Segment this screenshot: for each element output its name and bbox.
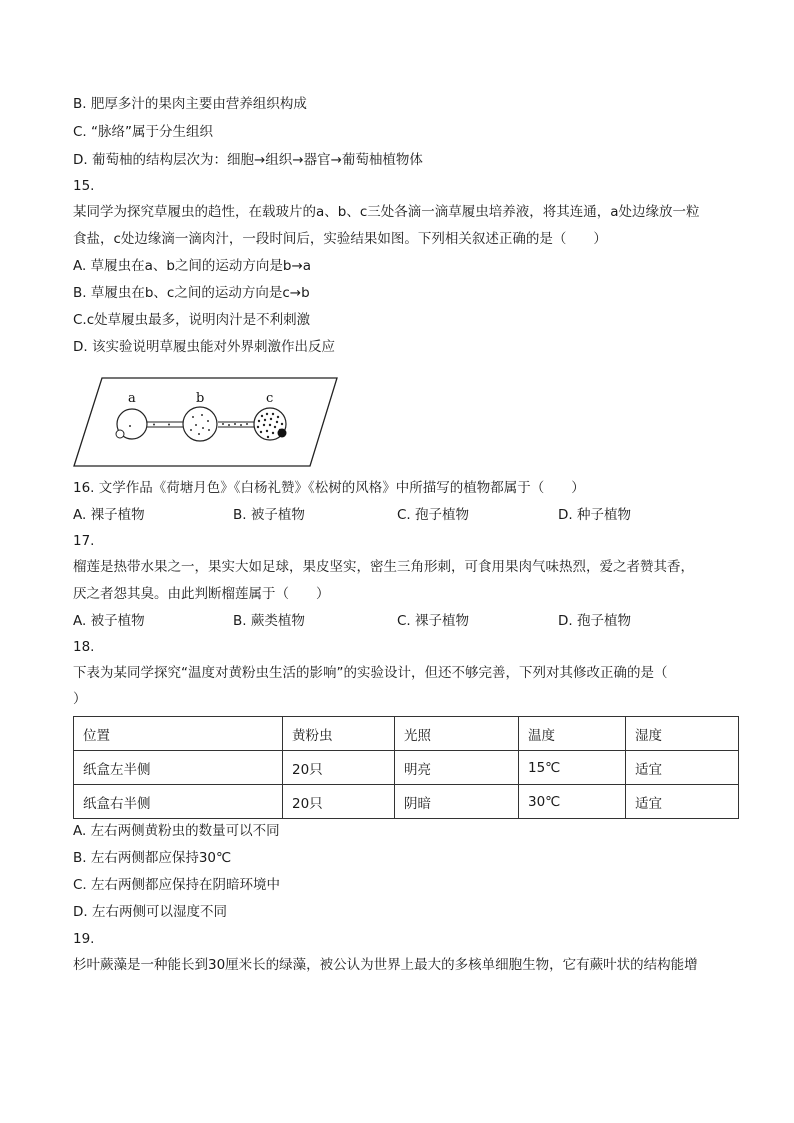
table-cell: 纸盒左半侧 [74, 751, 283, 785]
q18-number: 18. [73, 639, 95, 655]
q16-option-d: D. 种子植物 [558, 507, 631, 523]
q17-option-c: C. 裸子植物 [397, 613, 470, 629]
q18-stem-line1: 下表为某同学探究“温度对黄粉虫生活的影响”的实验设计，但还不够完善，下列对其修改正确的是（ [73, 665, 668, 681]
q14-option-c: C. “脉络”属于分生组织 [73, 124, 213, 140]
table-header-cell: 位置 [74, 717, 283, 751]
table-header-cell: 光照 [395, 717, 519, 751]
q16-option-c: C. 孢子植物 [397, 507, 470, 523]
table-cell: 30℃ [519, 785, 626, 819]
table-cell: 明亮 [395, 751, 519, 785]
q16-option-b: B. 被子植物 [233, 507, 305, 523]
table-header-cell: 湿度 [626, 717, 739, 751]
label-c: c [266, 391, 274, 406]
q15-option-d: D. 该实验说明草履虫能对外界刺激作出反应 [73, 339, 335, 355]
q19-stem-line1: 杉叶蕨藻是一种能长到30厘米长的绿藻，被公认为世界上最大的多核单细胞生物，它有蕨叶状的结构能增 [73, 957, 698, 973]
q14-option-d: D. 葡萄柚的结构层次为：细胞→组织→器官→葡萄柚植物体 [73, 152, 423, 168]
q17-stem-line1: 榴莲是热带水果之一，果实大如足球，果皮坚实，密生三角形刺，可食用果肉气味热烈，爱之者赞其香， [73, 559, 694, 575]
q17-stem-line2: 厌之者怨其臭。由此判断榴莲属于（ ） [73, 586, 330, 602]
table-cell: 适宜 [626, 751, 739, 785]
meat-juice-drop [278, 429, 287, 438]
q18-stem-line2: ） [73, 691, 87, 707]
table-cell: 20只 [283, 751, 395, 785]
q15-option-a: A. 草履虫在a、b之间的运动方向是b→a [73, 258, 312, 274]
paramecium-slide-figure [72, 370, 340, 470]
table-header-cell: 黄粉虫 [283, 717, 395, 751]
q17-option-b: B. 蕨类植物 [233, 613, 305, 629]
q17-options [73, 612, 733, 630]
table-cell: 适宜 [626, 785, 739, 819]
q15-number: 15. [73, 178, 95, 194]
label-a: a [128, 391, 136, 406]
q16-stem: 16. 文学作品《荷塘月色》《白杨礼赞》《松树的风格》中所描写的植物都属于（ ） [73, 480, 585, 496]
label-b: b [196, 391, 205, 406]
q17-option-d: D. 孢子植物 [558, 613, 631, 629]
table-header-row [74, 717, 739, 751]
q15-stem-line1: 某同学为探究草履虫的趋性，在载玻片的a、b、c三处各滴一滴草履虫培养液，将其连通，a处边缘放一粒 [73, 204, 700, 220]
table-cell: 20只 [283, 785, 395, 819]
q19-number: 19. [73, 931, 95, 947]
salt-grain [116, 430, 124, 438]
table-cell: 阴暗 [395, 785, 519, 819]
drop-b [183, 407, 217, 441]
table-cell: 15℃ [519, 751, 626, 785]
q18-option-d: D. 左右两侧可以湿度不同 [73, 904, 227, 920]
table-row [74, 751, 739, 785]
q15-stem-line2: 食盐，c处边缘滴一滴肉汁，一段时间后，实验结果如图。下列相关叙述正确的是（ ） [73, 231, 607, 247]
q16-option-a: A. 裸子植物 [73, 507, 145, 523]
q17-number: 17. [73, 533, 95, 549]
table-row [74, 785, 739, 819]
table-header-cell: 温度 [519, 717, 626, 751]
q15-option-c: C.c处草履虫最多，说明肉汁是不利刺激 [73, 312, 311, 328]
q18-option-a: A. 左右两侧黄粉虫的数量可以不同 [73, 823, 280, 839]
q18-option-c: C. 左右两侧都应保持在阴暗环境中 [73, 877, 281, 893]
q18-option-b: B. 左右两侧都应保持30℃ [73, 850, 232, 866]
experiment-table [73, 716, 739, 819]
q14-option-b: B. 肥厚多汁的果肉主要由营养组织构成 [73, 96, 307, 112]
q16-options [73, 506, 733, 524]
table-cell: 纸盒右半侧 [74, 785, 283, 819]
q17-option-a: A. 被子植物 [73, 613, 145, 629]
q15-option-b: B. 草履虫在b、c之间的运动方向是c→b [73, 285, 310, 301]
